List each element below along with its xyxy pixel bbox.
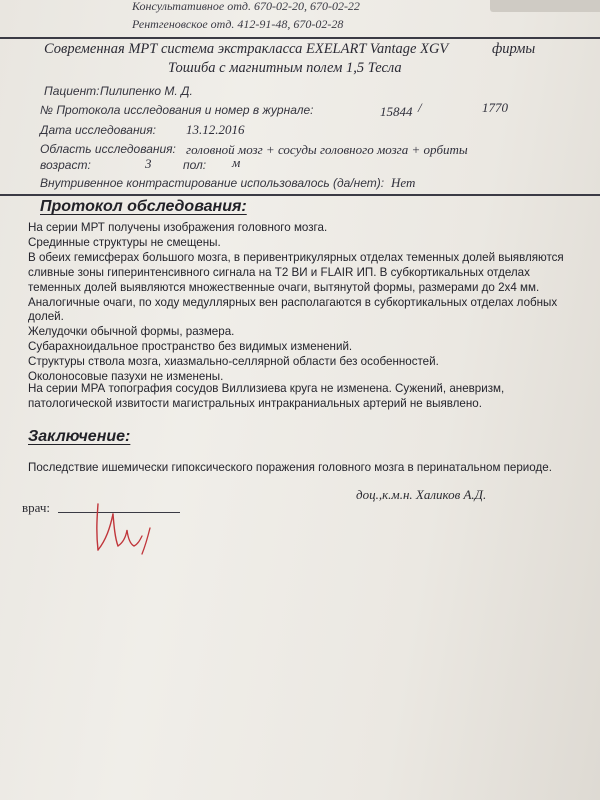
handwritten-signature <box>80 500 170 560</box>
title-line-1: Современная МРТ система экстракласса EXELART Vantage XGV <box>44 41 449 57</box>
finding-line: теменных долей выявляются множественные очаги, вытянутой формы, размерами до 2х4 мм. <box>28 280 540 294</box>
finding-line: долей. <box>28 310 64 324</box>
conclusion-heading: Заключение: <box>28 428 131 445</box>
header-rule <box>0 37 600 39</box>
area-label: Область исследования: <box>40 142 176 156</box>
title-line-2: Тошиба с магнитным полем 1,5 Тесла <box>168 60 402 76</box>
sex-value: м <box>232 155 241 170</box>
page-corner-shadow <box>490 0 600 12</box>
title-line-1-tail: фирмы <box>492 41 536 57</box>
conclusion-text: Последствие ишемически гипоксического поражения головного мозга в перинатальном периоде. <box>28 461 552 474</box>
header-line-xray: Рентгеновское отд. 412-91-48, 670-02-28 <box>132 17 344 31</box>
sex-label: пол: <box>183 158 207 172</box>
mra-line: На серии МРА топография сосудов Виллизиева круга не изменена. Сужений, аневризм, <box>28 382 505 395</box>
date-value: 13.12.2016 <box>186 122 245 137</box>
protocol-number: 15844 <box>380 104 413 119</box>
protocol-findings <box>28 221 596 385</box>
doctor-label: врач: <box>22 500 51 515</box>
protocol-heading: Протокол обследования: <box>40 198 247 215</box>
doctor-name: доц.,к.м.н. Халиков А.Д. <box>356 487 487 502</box>
finding-line: Субарахноидальное пространство без видимых изменений. <box>28 340 353 354</box>
finding-line: Аналогичные очаги, по ходу медуллярных вен располагаются в субкортикальных отделах лобных <box>28 295 558 309</box>
patient-name: Пилипенко М. Д. <box>100 84 193 98</box>
mra-line: патологической извитости магистральных интракраниальных артерий не выявлено. <box>28 396 482 410</box>
age-value: 3 <box>145 156 152 171</box>
protocol-separator: / <box>418 100 422 115</box>
finding-line: В обеих гемисферах большого мозга, в перивентрикулярных отделах теменных долей выявляются <box>28 250 564 264</box>
finding-line: Желудочки обычной формы, размера. <box>28 325 235 339</box>
journal-number: 1770 <box>482 100 508 115</box>
finding-line: На серии МРТ получены изображения головного мозга. <box>28 221 328 234</box>
date-label: Дата исследования: <box>40 123 156 137</box>
area-value: головной мозг + сосуды головного мозга + орбиты <box>186 142 468 157</box>
header-line-consult: Консультативное отд. 670-02-20, 670-02-22 <box>132 0 360 13</box>
age-label: возраст: <box>40 158 91 172</box>
finding-line: сливные зоны гиперинтенсивного сигнала на Т2 ВИ и FLAIR ИП. В субкортикальных отделах <box>28 265 530 279</box>
info-rule <box>0 194 600 196</box>
patient-label: Пациент: <box>44 84 100 98</box>
contrast-label: Внутривенное контрастирование использовалось (да/нет): <box>40 176 385 190</box>
finding-line: Срединные структуры не смещены. <box>28 235 221 249</box>
finding-line: Структуры ствола мозга, хиазмально-селлярной области без особенностей. <box>28 355 439 369</box>
contrast-value: Нет <box>391 175 416 190</box>
finding-line: Околоносовые пазухи не изменены. <box>28 370 224 384</box>
protocol-label: № Протокола исследования и номер в журнале: <box>40 103 314 117</box>
mra-findings <box>28 382 596 412</box>
